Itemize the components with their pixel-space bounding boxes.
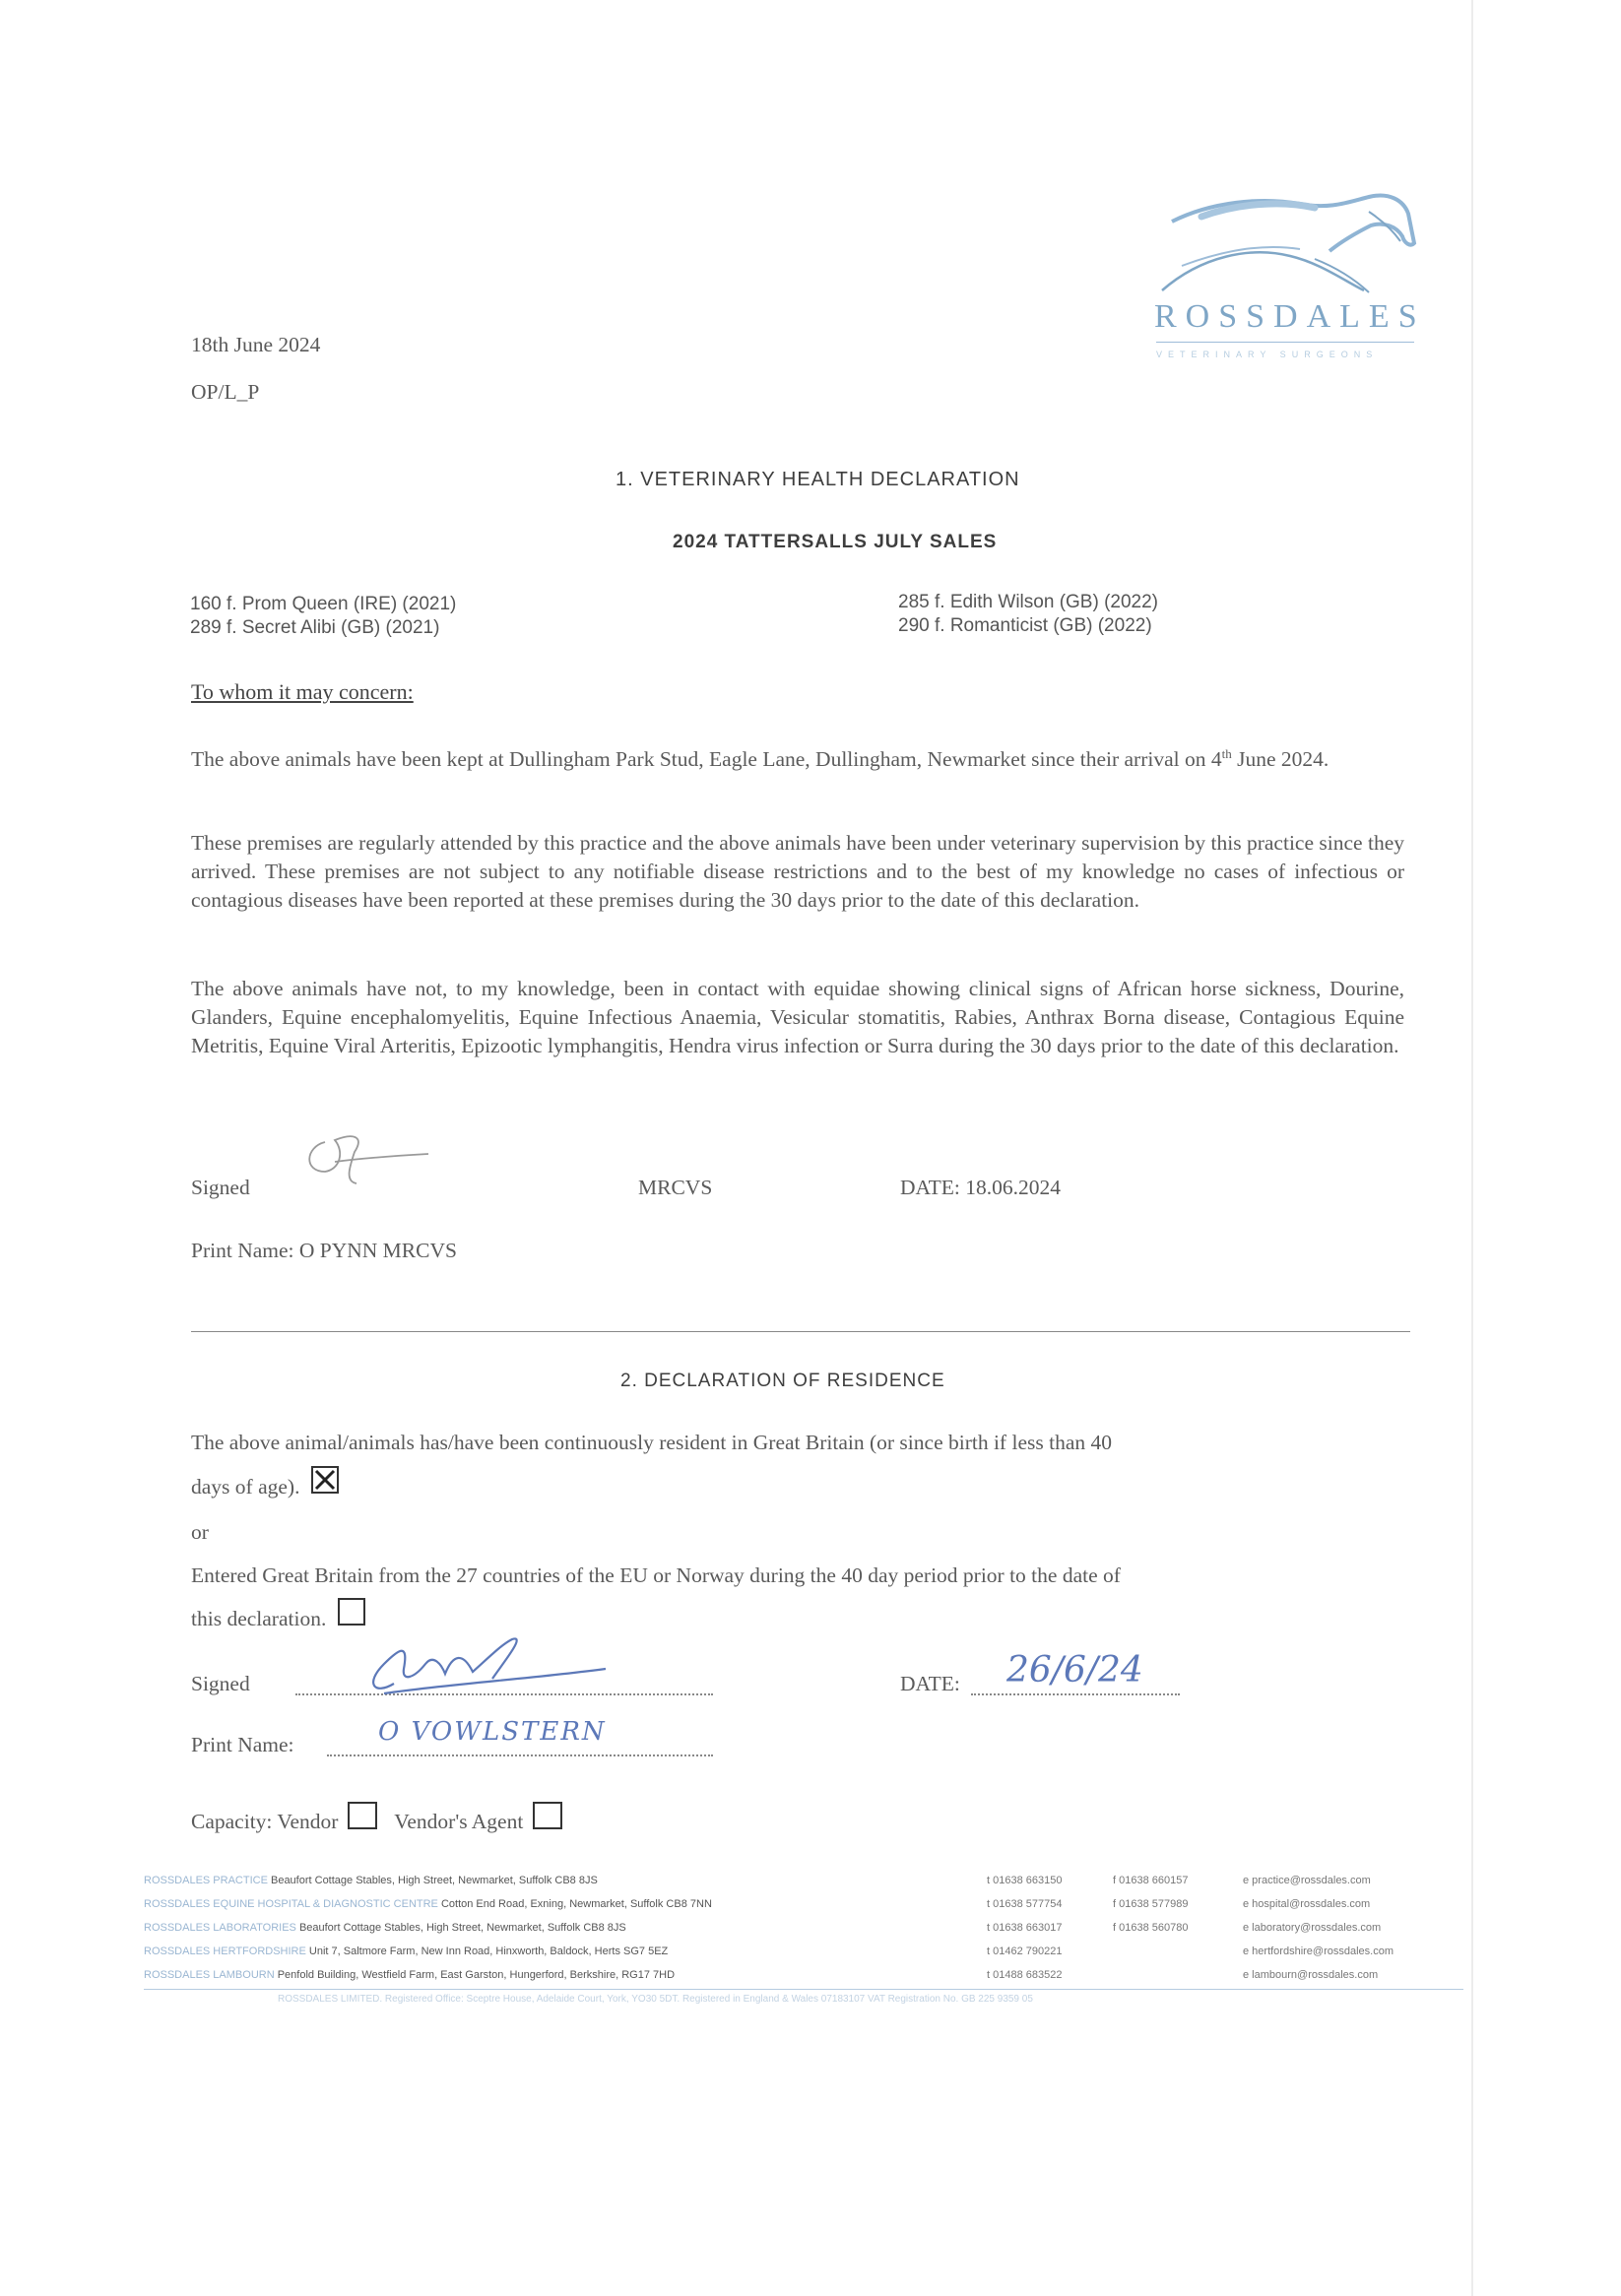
footer-tel: t 01638 663150 <box>987 1875 1063 1886</box>
footer-fax: f 01638 660157 <box>1113 1875 1189 1886</box>
footer-email[interactable]: e hertfordshire@rossdales.com <box>1243 1945 1394 1957</box>
footer-label: ROSSDALES LABORATORIES <box>144 1922 296 1934</box>
letter-date: 18th June 2024 <box>191 333 321 356</box>
animal-entry: 285 f. Edith Wilson (GB) (2022) <box>898 592 1158 612</box>
footer-label: ROSSDALES HERTFORDSHIRE <box>144 1945 306 1957</box>
footer-tel: t 01638 663017 <box>987 1922 1063 1934</box>
footer-tel: t 01462 790221 <box>987 1945 1063 1957</box>
footer <box>144 1875 1463 2003</box>
handwritten-name: O VOWLSTERN <box>378 1717 607 1747</box>
paragraph-contact: The above animals have not, to my knowledge, been in contact with equidae showing clinical signs of African horse sickness, Dourine, Glanders, Equine encephalomyelitis, Equine Infectious Anaemia, Vesicular stomatitis, Rabies, Anthrax Borna disease, Contagious Equine Metritis, Equine Viral Arteritis, Epizootic lymphangitis, Hendra virus infection or Surra during the 30 days prior to the date of this declaration. <box>191 977 1404 1057</box>
print-name-label-2: Print Name: <box>191 1733 294 1756</box>
footer-fax: f 01638 577989 <box>1113 1898 1189 1910</box>
handwritten-date: 26/6/24 <box>1006 1650 1143 1690</box>
paragraph-arrival-text: The above animals have been kept at Dullingham Park Stud, Eagle Lane, Dullingham, Newmarket since their arrival on 4 <box>191 747 1222 772</box>
rossdales-logo <box>1142 182 1428 379</box>
footer-row <box>144 1898 712 1910</box>
footer-row <box>144 1875 598 1886</box>
footer-email[interactable]: e lambourn@rossdales.com <box>1243 1969 1379 1981</box>
signed-label-2: Signed <box>191 1672 250 1695</box>
scan-edge <box>1471 0 1473 2296</box>
footer-email[interactable]: e practice@rossdales.com <box>1243 1875 1371 1886</box>
resident-checkbox[interactable] <box>311 1466 339 1494</box>
date-label-2: DATE: <box>900 1672 960 1695</box>
vendor-checkbox[interactable] <box>348 1802 377 1829</box>
paragraph-premises: These premises are regularly attended by this practice and the above animals have been under veterinary supervision by this practice since they arrived. These premises are not subject to any notifiable disease restrictions and to the best of my knowledge no cases of infectious or contagious diseases have been reported at these premises during the 30 days prior to the date of this declaration. <box>191 831 1404 912</box>
footer-address: Penfold Building, Westfield Farm, East Garston, Hungerford, Berkshire, RG17 7HD <box>277 1969 676 1981</box>
signed-label-1: Signed <box>191 1176 250 1199</box>
residence-option-2-line2: this declaration. <box>191 1607 327 1630</box>
vet-signature <box>295 1122 443 1191</box>
footer-row <box>144 1945 668 1957</box>
footer-label: ROSSDALES PRACTICE <box>144 1875 268 1886</box>
footer-address: Unit 7, Saltmore Farm, New Inn Road, Hinxworth, Baldock, Herts SG7 5EZ <box>308 1945 669 1957</box>
footer-label: ROSSDALES LAMBOURN <box>144 1969 275 1981</box>
logo-tagline: VETERINARY SURGEONS <box>1156 350 1379 359</box>
section1-heading: 1. VETERINARY HEALTH DECLARATION <box>616 469 1020 490</box>
logo-divider <box>1156 342 1414 343</box>
section-divider <box>191 1331 1410 1332</box>
capacity-agent-label: Vendor's Agent <box>394 1810 524 1833</box>
footer-email[interactable]: e laboratory@rossdales.com <box>1243 1922 1382 1934</box>
capacity-vendor-label: Capacity: Vendor <box>191 1810 339 1833</box>
date-line <box>971 1693 1180 1695</box>
salutation: To whom it may concern: <box>191 679 414 704</box>
footer-label: ROSSDALES EQUINE HOSPITAL & DIAGNOSTIC CENTRE <box>144 1898 438 1910</box>
animal-list-left <box>190 593 456 640</box>
footer-address: Beaufort Cottage Stables, High Street, Newmarket, Suffolk CB8 8JS <box>298 1922 626 1934</box>
ordinal-suffix: th <box>1221 746 1232 761</box>
footer-divider <box>144 1989 1463 1990</box>
footer-row <box>144 1922 626 1934</box>
residence-option-2-line1: Entered Great Britain from the 27 countries of the EU or Norway during the 40 day period prior to the date of <box>191 1563 1121 1587</box>
capacity-row <box>191 1808 562 1836</box>
footer-email[interactable]: e hospital@rossdales.com <box>1243 1898 1371 1910</box>
footer-tel: t 01488 683522 <box>987 1969 1063 1981</box>
footer-address: Cotton End Road, Exning, Newmarket, Suffolk CB8 7NN <box>440 1898 712 1910</box>
animal-entry: 290 f. Romanticist (GB) (2022) <box>898 615 1152 636</box>
animal-entry: 160 f. Prom Queen (IRE) (2021) <box>190 594 457 614</box>
residence-option-1-line1: The above animal/animals has/have been continuously resident in Great Britain (or since birth if less than 40 <box>191 1431 1112 1454</box>
mrcvs-label: MRCVS <box>638 1176 713 1199</box>
footer-legal: ROSSDALES LIMITED. Registered Office: Sceptre House, Adelaide Court, York, YO30 5DT. Registered in England & Wales 07183107 VAT Registration No. GB 225 9359 05 <box>278 1994 1033 2005</box>
paragraph-arrival-end: June 2024. <box>1231 747 1329 772</box>
residence-option-2 <box>191 1605 365 1633</box>
animal-entry: 289 f. Secret Alibi (GB) (2021) <box>190 617 440 638</box>
letter-reference: OP/L_P <box>191 380 260 404</box>
eu-entry-checkbox[interactable] <box>338 1598 365 1626</box>
check-x-icon <box>313 1468 337 1492</box>
print-name-line <box>327 1754 713 1756</box>
horse-logo-icon <box>1142 182 1428 310</box>
logo-name: ROSSDALES <box>1154 298 1426 335</box>
footer-row <box>144 1969 675 1981</box>
residence-option-1 <box>191 1473 339 1501</box>
paragraph-arrival <box>191 739 1404 774</box>
residence-option-1-line2: days of age). <box>191 1475 300 1499</box>
footer-address: Beaufort Cottage Stables, High Street, Newmarket, Suffolk CB8 8JS <box>270 1875 598 1886</box>
or-label: or <box>191 1520 209 1544</box>
animal-list-right <box>898 591 1158 638</box>
footer-fax: f 01638 560780 <box>1113 1922 1189 1934</box>
section2-heading: 2. DECLARATION OF RESIDENCE <box>620 1371 945 1391</box>
section1-subheading: 2024 TATTERSALLS JULY SALES <box>673 532 998 552</box>
print-name-1: Print Name: O PYNN MRCVS <box>191 1239 457 1262</box>
declaration-date-1: DATE: 18.06.2024 <box>900 1176 1062 1199</box>
vendor-signature <box>355 1625 620 1703</box>
agent-checkbox[interactable] <box>533 1802 562 1829</box>
footer-tel: t 01638 577754 <box>987 1898 1063 1910</box>
